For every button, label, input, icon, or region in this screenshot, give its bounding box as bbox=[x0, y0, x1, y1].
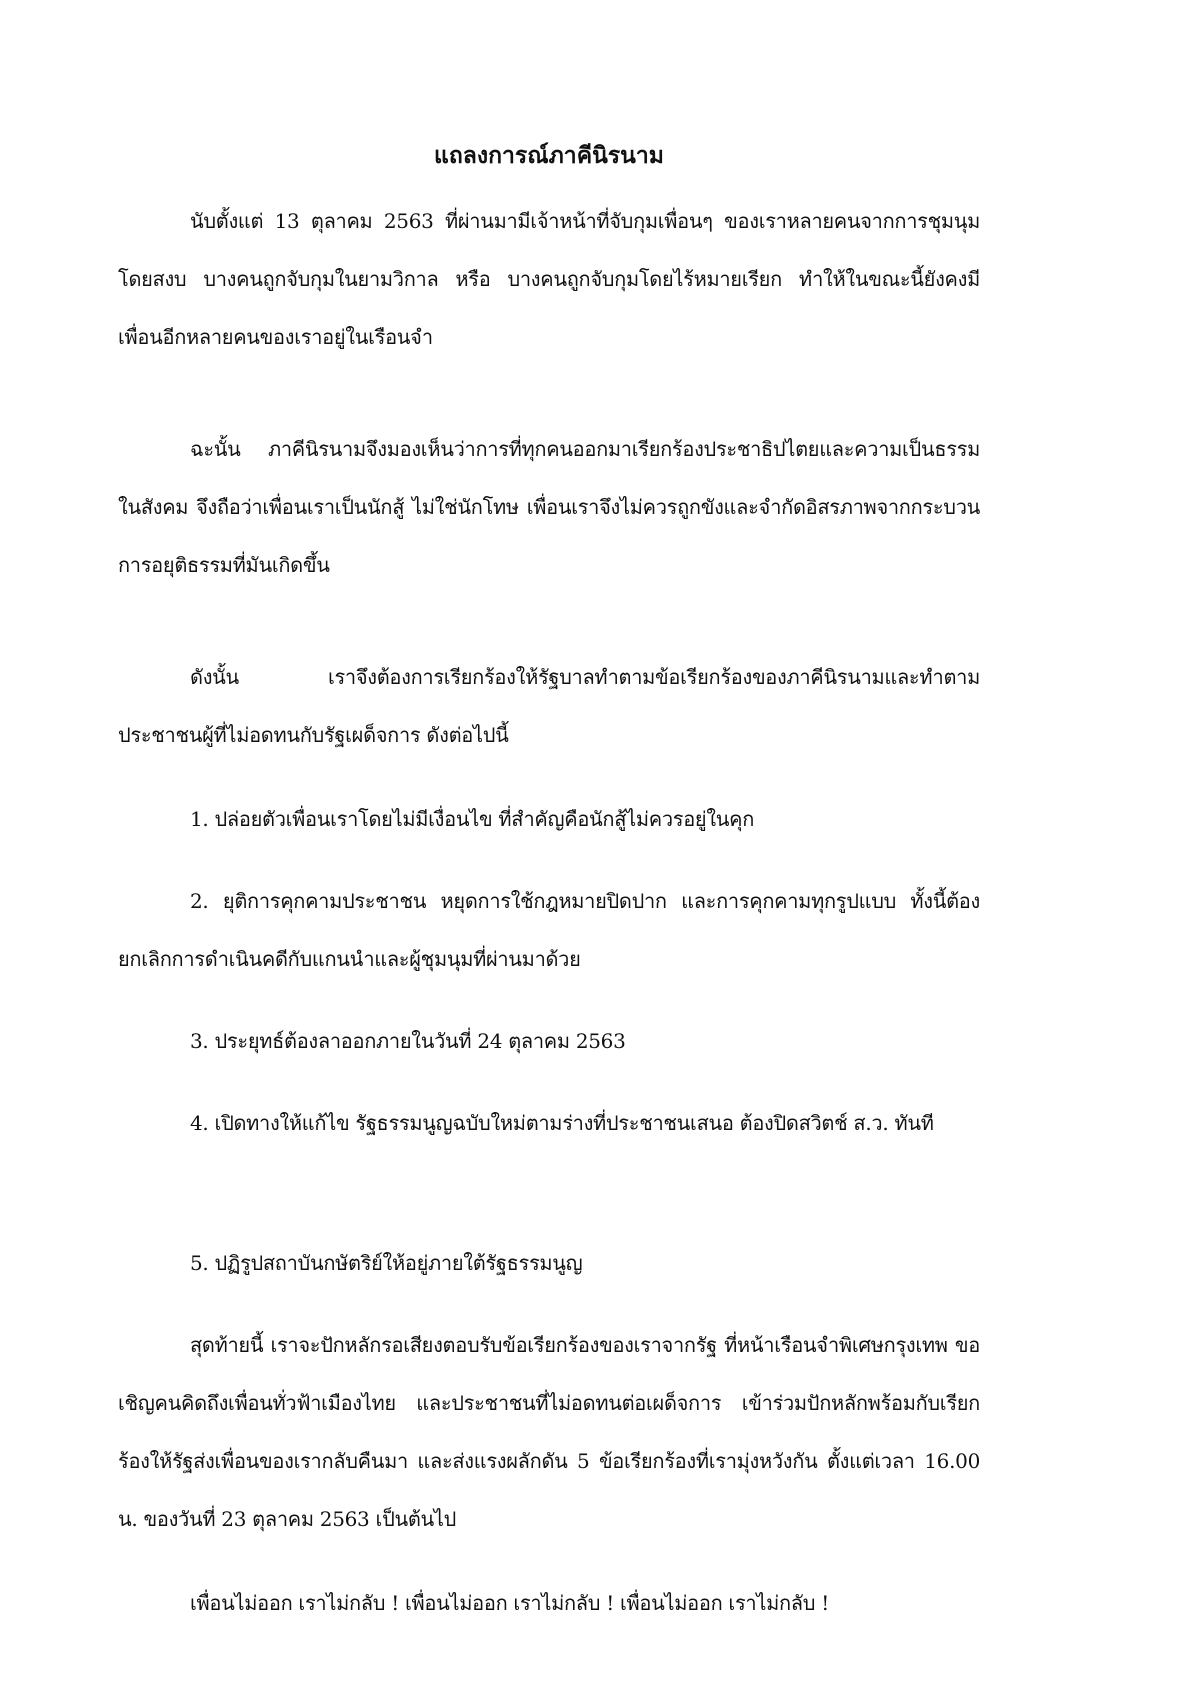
paragraph-intro: นับตั้งแต่ 13 ตุลาคม 2563 ที่ผ่านมามีเจ้าหน้าที่จับกุมเพื่อนๆ ของเราหลายคนจากการชุมนุมโดยสงบ บางคนถูกจับกุมในยามวิกาล หรือ บางคนถูกจับกุมโดยไร้หมายเรียก ทำให้ในขณะนี้ยังคงมีเพื่อนอีกหลายคนของเราอยู่ในเรือนจำ bbox=[118, 209, 980, 349]
demand-5: 5. ปฏิรูปสถาบันกษัตริย์ให้อยู่ภายใต้รัฐธรรมนูญ bbox=[190, 1251, 583, 1275]
demand-4: 4. เปิดทางให้แก้ไข รัฐธรรมนูญฉบับใหม่ตามร่างที่ประชาชนเสนอ ต้องปิดสวิตช์ ส.ว. ทันที bbox=[190, 1111, 934, 1135]
paragraph-position: ฉะนั้น ภาคีนิรนามจึงมองเห็นว่าการที่ทุกคนออกมาเรียกร้องประชาธิปไตยและความเป็นธรรมในสังคม จึงถือว่าเพื่อนเราเป็นนักสู้ ไม่ใช่นักโทษ เพื่อนเราจึงไม่ควรถูกขังและจำกัดอิสรภาพจากกระบวนการอยุติธรรมที่มันเกิดขึ้น bbox=[118, 437, 980, 577]
paragraph-closing: สุดท้ายนี้ เราจะปักหลักรอเสียงตอบรับข้อเรียกร้องของเราจากรัฐ ที่หน้าเรือนจำพิเศษกรุงเทพ ขอเชิญคนคิดถึงเพื่อนทั่วฟ้าเมืองไทย และประชาชนที่ไม่อดทนต่อเผด็จการ เข้าร่วมปักหลักพร้อมกับเรียกร้องให้รัฐส่งเพื่อนของเรากลับคืนมา และส่งแรงผลักดัน 5 ข้อเรียกร้องที่เรามุ่งหวังกัน ตั้งแต่เวลา 16.00 น. ของวันที่ 23 ตุลาคม 2563 เป็นต้นไป bbox=[118, 1333, 980, 1531]
demand-2: 2. ยุติการคุกคามประชาชน หยุดการใช้กฎหมายปิดปาก และการคุกคามทุกรูปแบบ ทั้งนี้ต้องยกเลิกการดำเนินคดีกับแกนนำและผู้ชุมนุมที่ผ่านมาด้วย bbox=[118, 889, 980, 971]
paragraph-call-to-government: ดังนั้น เราจึงต้องการเรียกร้องให้รัฐบาลทำตามข้อเรียกร้องของภาคีนิรนามและทำตามประชาชนผู้ที่ไม่อดทนกับรัฐเผด็จการ ดังต่อไปนี้ bbox=[118, 665, 980, 747]
demand-1: 1. ปล่อยตัวเพื่อนเราโดยไม่มีเงื่อนไข ที่สำคัญคือนักสู้ไม่ควรอยู่ในคุก bbox=[190, 807, 755, 831]
slogan: เพื่อนไม่ออก เราไม่กลับ ! เพื่อนไม่ออก เราไม่กลับ ! เพื่อนไม่ออก เราไม่กลับ ! bbox=[190, 1591, 829, 1615]
document-title: แถลงการณ์ภาคีนิรนาม bbox=[434, 142, 664, 169]
demand-3: 3. ประยุทธ์ต้องลาออกภายในวันที่ 24 ตุลาคม 2563 bbox=[190, 1029, 626, 1053]
